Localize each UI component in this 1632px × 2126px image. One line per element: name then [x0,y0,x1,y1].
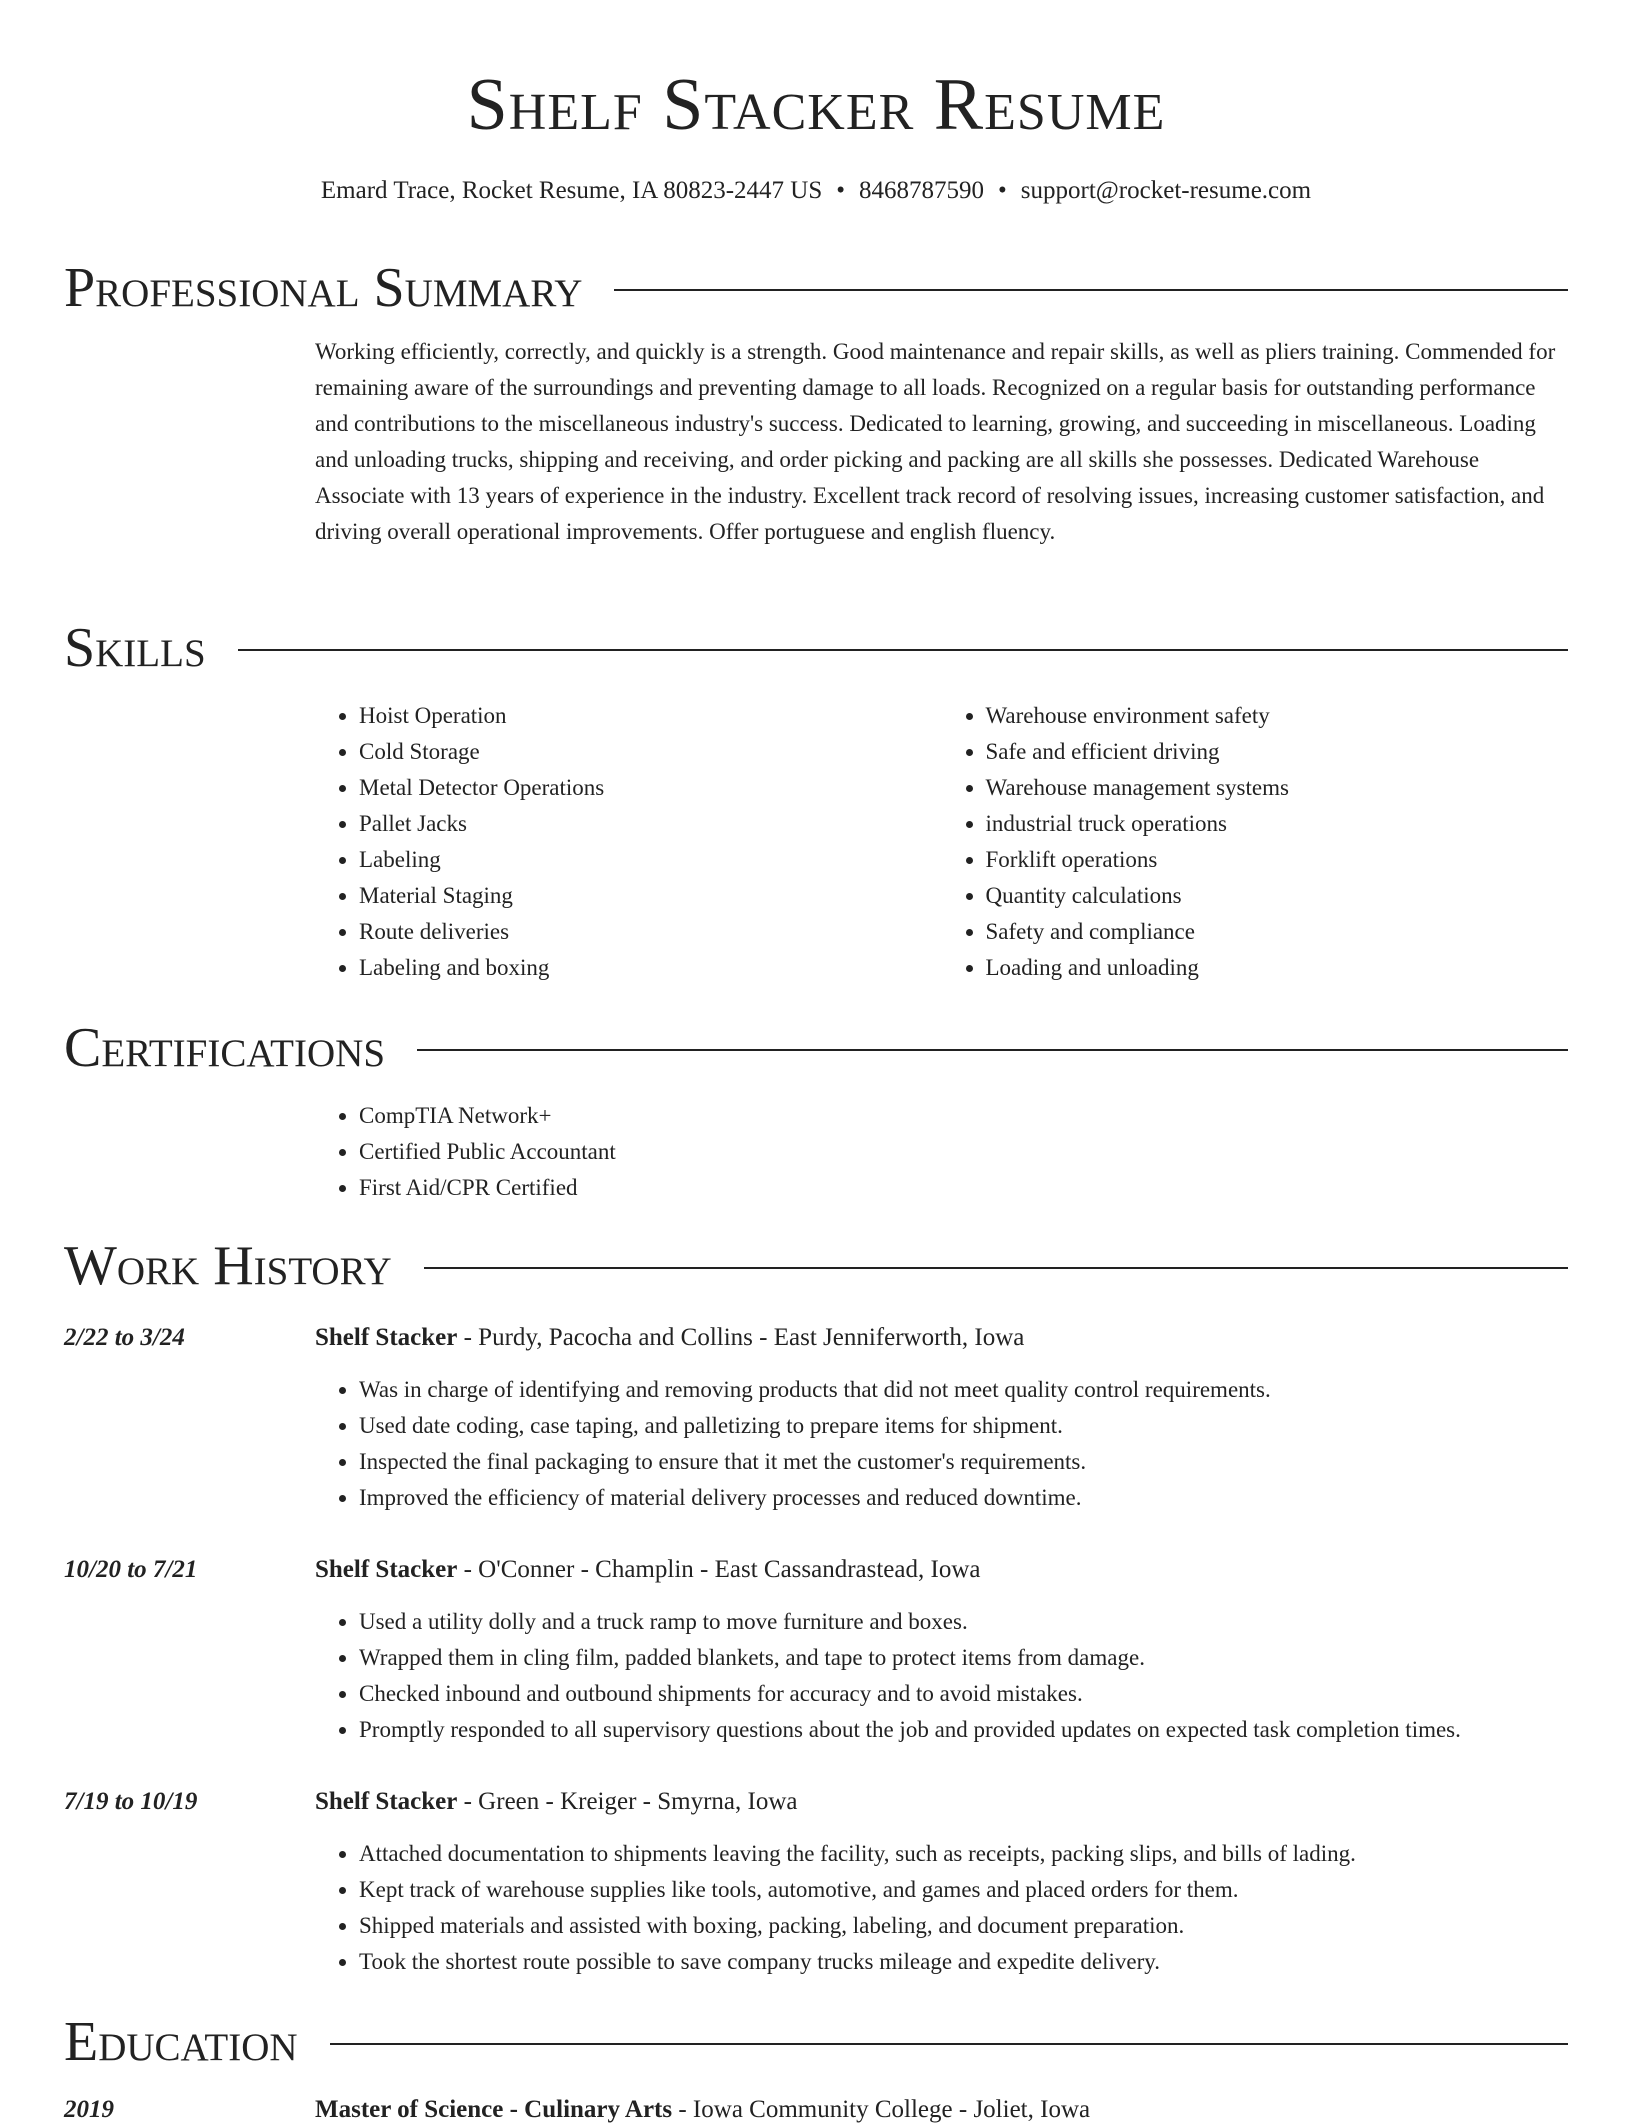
job-bullet: • Wrapped them in cling film, padded blankets, and tape to protect items from damage. [359,1640,1568,1676]
skill-item: • Cold Storage [359,734,942,770]
certification-item: • CompTIA Network+ [359,1098,1568,1134]
section-divider [417,1049,1568,1051]
job-employer: - O'Conner - Champlin - East Cassandrastead, Iowa [457,1556,981,1583]
work-history-heading: Work History [64,1235,392,1297]
skill-item: • Safety and compliance [986,914,1569,950]
education-year: 2019 [64,2096,114,2123]
job-employer: - Purdy, Pacocha and Collins - East Jenniferworth, Iowa [457,1324,1025,1351]
job-bullet: • Was in charge of identifying and removing products that did not meet quality control requirements. [359,1372,1568,1408]
certifications-list [315,1098,1568,1206]
skill-item: • Loading and unloading [986,950,1569,986]
section-header [64,2010,1568,2074]
certification-item: • Certified Public Accountant [359,1134,1568,1170]
job-bullet: • Promptly responded to all supervisory questions about the job and provided updates on expected task completion times. [359,1712,1568,1748]
skill-item: • Quantity calculations [986,878,1569,914]
section-header [64,1234,1568,1298]
job-bullets [315,1372,1568,1516]
job-dates: 10/20 to 7/21 [64,1556,198,1583]
job-bullet: • Attached documentation to shipments leaving the facility, such as receipts, packing slips, and bills of lading. [359,1836,1568,1872]
section-divider [330,2043,1568,2045]
education-degree: Master of Science - Culinary Arts [315,2096,673,2123]
job-bullet: • Inspected the final packaging to ensure that it met the customer's requirements. [359,1444,1568,1480]
job-bullet: • Shipped materials and assisted with boxing, packing, labeling, and document preparation. [359,1908,1568,1944]
skill-item: • Warehouse management systems [986,770,1569,806]
education-heading: Education [64,2011,298,2073]
skill-item: • Pallet Jacks [359,806,942,842]
summary-section [64,256,1568,550]
skills-heading: Skills [64,617,206,679]
job-bullet: • Used a utility dolly and a truck ramp to move furniture and boxes. [359,1604,1568,1640]
contact-line [0,176,1632,206]
section-header [64,256,1568,320]
skill-item: • Forklift operations [986,842,1569,878]
skill-item: • industrial truck operations [986,806,1569,842]
section-header [64,616,1568,680]
job-title: Shelf Stacker [315,1324,458,1351]
certification-item: • First Aid/CPR Certified [359,1170,1568,1206]
job-dates: 2/22 to 3/24 [64,1324,185,1351]
job-bullet: • Used date coding, case taping, and palletizing to prepare items for shipment. [359,1408,1568,1444]
summary-text: Working efficiently, correctly, and quickly is a strength. Good maintenance and repair skills, as well as pliers training. Commended for remaining aware of the surroundings and preventing damage to all loads. Recognized on a regular basis for outstanding performance and contributions to the miscellaneous industry's success. Dedicated to learning, growing, and succeeding in miscellaneous. Loading and unloading trucks, shipping and receiving, and order picking and packing are all skills she possesses. Dedicated Warehouse Associate with 13 years of experience in the industry. Excellent track record of resolving issues, increasing customer satisfaction, and driving overall operational improvements. Offer portuguese and english fluency. [315,339,1556,544]
skill-item: • Route deliveries [359,914,942,950]
section-divider [614,289,1568,291]
contact-separator: • [998,177,1007,204]
section-divider [424,1267,1568,1269]
work-history-section [64,1234,1568,1298]
skill-item: • Labeling and boxing [359,950,942,986]
skills-list-right [942,698,1569,986]
job-bullet: • Kept track of warehouse supplies like tools, automotive, and games and placed orders for them. [359,1872,1568,1908]
education-section [64,2010,1568,2074]
job-employer: - Green - Kreiger - Smyrna, Iowa [457,1788,798,1815]
skill-item: • Metal Detector Operations [359,770,942,806]
skills-section [64,616,1568,986]
contact-phone: 8468787590 [859,177,985,204]
job-dates: 7/19 to 10/19 [64,1788,198,1815]
contact-address: Emard Trace, Rocket Resume, IA 80823-2447 US [320,177,823,204]
page-title: Shelf Stacker Resume [466,64,1166,146]
skill-item: • Labeling [359,842,942,878]
job-bullet: • Checked inbound and outbound shipments for accuracy and to avoid mistakes. [359,1676,1568,1712]
job-title: Shelf Stacker [315,1788,458,1815]
job-entry [64,1554,1568,1748]
skill-item: • Warehouse environment safety [986,698,1569,734]
summary-heading: Professional Summary [64,257,583,319]
skill-item: • Hoist Operation [359,698,942,734]
job-bullet: • Took the shortest route possible to save company trucks mileage and expedite delivery. [359,1944,1568,1980]
job-bullets [315,1604,1568,1748]
skills-list-left [315,698,942,986]
education-school: - Iowa Community College - Joliet, Iowa [672,2096,1091,2123]
job-bullet: • Improved the efficiency of material delivery processes and reduced downtime. [359,1480,1568,1516]
section-header [64,1016,1568,1080]
contact-separator: • [836,177,846,204]
certifications-section [64,1016,1568,1206]
contact-email: support@rocket-resume.com [1020,177,1312,204]
skill-item: • Safe and efficient driving [986,734,1569,770]
skill-item: • Material Staging [359,878,942,914]
section-divider [238,649,1568,651]
certifications-heading: Certifications [64,1017,386,1079]
job-bullets [315,1836,1568,1980]
job-title: Shelf Stacker [315,1556,458,1583]
job-entry [64,1322,1568,1516]
education-entry [64,2094,1568,2126]
job-entry [64,1786,1568,1980]
